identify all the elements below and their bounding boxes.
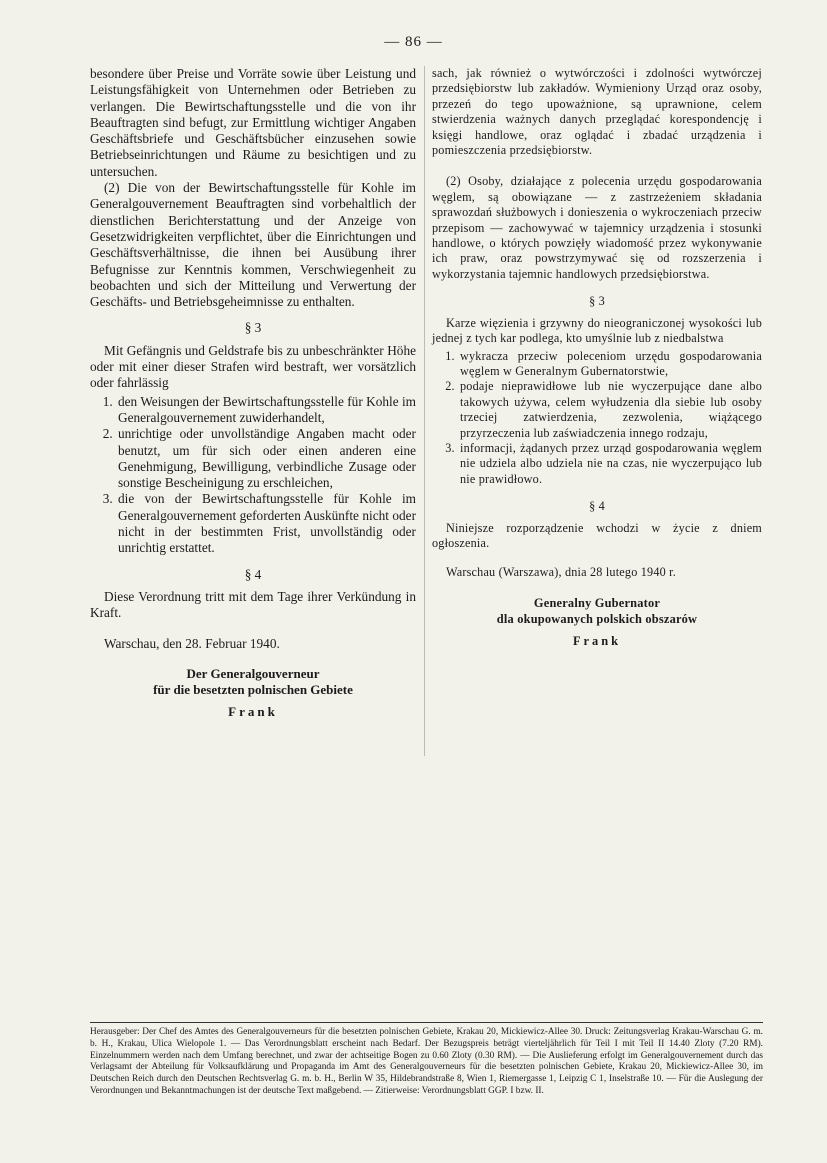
polish-list-item: 3. informacji, żądanych przez urząd gospodarowania węglem nie udziela albo udziela nie na czas, nie wyczerpująco lub nie prawidłowo. [458,441,762,487]
footer-text: Herausgeber: Der Chef des Amtes des Generalgouverneurs für die besetzten polnischen Gebiete, Krakau 20, Mickiewicz-Allee 30. Druck: Zeitungsverlag Krakau-Warschau G. m. b. H., Krakau, Ulica Wielopole 1. — Das Verordnungsblatt erscheint nach Bedarf. Der Bezugspreis beträgt vierteljährlich für Teil I mit Teil II 14.40 Zloty (7.20 RM). Einzelnummern werden nach dem Umfang berechnet, und zwar der achtseitige Bogen zu 0.60 Zloty (0.30 RM). — Die Auslieferung erfolgt im Generalgouvernement durch das Verlagsamt der Abteilung für Volksaufklärung und Propaganda im Amt des Generalgouverneurs für die besetzten polnischen Gebiete, Krakau 20, Mickiewicz-Allee 30, im Deutschen Reich durch den Deutschen Rechtsverlag G. m. b. H., Berlin W 35, Hildebrandstraße 8, Wien 1, Riemergasse 1, Leipzig C 1, Inselstraße 10. — Für die Auslegung der Verordnungen und Bekanntmachungen ist der deutsche Text maßgebend. — Zitierweise: Verordnungsblatt GGP. I bzw. II. [90,1027,763,1096]
german-section-3-list [90,394,416,557]
polish-section-3-intro: Karze więzienia i grzywny do nieograniczonej wysokości lub jednej z tych kar podlega, kto umyślnie lub z niedbalstwa [432,315,762,346]
polish-section-4-heading: § 4 [589,499,605,514]
polish-signature-title-2: dla okupowanych polskich obszarów [496,611,698,626]
german-section-3-heading: § 3 [244,320,262,336]
polish-section-3-heading: § 3 [589,294,605,309]
german-paragraph-2: (2) Die von der Bewirtschaftungsstelle für Kohle im Generalgouvernement Beauftragten sind vorbehaltlich der dienstlichen Berichterstattung und der Anzeige von Gesetzwidrigkeiten verpflichtet, über die Einrichtungen und Geschäftsverhältnisse, die ihnen bei Ausübung ihrer Befugnisse zur Kenntnis kommen, Verschwiegenheit zu beobachten und sich der Mitteilung und Verwertung der Geschäfts- und Betriebsgeheimnisse zu enthalten. [90,180,416,310]
german-place-date: Warschau, den 28. Februar 1940. [104,635,280,651]
german-column [90,66,416,721]
polish-signature-name: Frank [572,633,622,648]
polish-signature-title-1: Generalny Gubernator [533,595,661,610]
german-signature-title-2: für die besetzten polnischen Gebiete [153,682,353,698]
german-list-item: 1. den Weisungen der Bewirtschaftungsstelle für Kohle im Generalgouvernement zuwiderhandelt, [116,394,416,427]
german-section-4-text: Diese Verordnung tritt mit dem Tage ihrer Verkündung in Kraft. [90,588,416,621]
polish-paragraph-2: (2) Osoby, działające z polecenia urzędu gospodarowania węglem, są obowiązane — z zastrzeżeniem składania sprawozdań służbowych i donieszenia o wykroczeniach przeciw przepisom — zachowywać w tajemnicy urządzenia i stosunki handlowe, o których powzięły wiadomość przez wykonywanie ich praw, oraz powstrzymywać się od rozszerzenia i wykorzystania tajemnic handlowych przedsiębiorstwa. [432,174,762,281]
german-section-4-heading: § 4 [244,566,262,582]
german-paragraph-1: besondere über Preise und Vorräte sowie über Leistung und Leistungsfähigkeit von Unternehmen oder Betrieben zu verlangen. Die Bewirtschaftungsstelle und die von ihr Beauftragten sind befugt, zur Ermittlung wichtiger Angaben Geschäftsbriefe und Geschäftsbücher einzusehen sowie Betriebseinrichtungen und Räume zu besichtigen und zu untersuchen. [90,66,416,179]
german-section-3-intro: Mit Gefängnis und Geldstrafe bis zu unbeschränkter Höhe oder mit einer dieser Strafen wird bestraft, wer vorsätzlich oder fahrlässig [90,342,416,391]
publisher-footer [90,1022,763,1098]
german-list-item: 2. unrichtige oder unvollständige Angaben macht oder benutzt, um für sich oder einen anderen eine Genehmigung, Bewilligung, verbindliche Zusage oder sonstige Bescheinigung zu erschleichen, [116,426,416,491]
polish-list-item: 1. wykracza przeciw poleceniom urzędu gospodarowania węglem w Generalnym Gubernatorstwie, [458,349,762,380]
column-divider [424,66,425,756]
polish-section-4-text: Niniejsze rozporządzenie wchodzi w życie z dniem ogłoszenia. [432,520,762,550]
polish-list-item: 2. podaje nieprawidłowe lub nie wyczerpujące dane albo takowych używa, celem wyłudzenia dla siebie lub osoby trzeciej zatwierdzenia, zezwolenia, wiążącego przyrzeczenia lub zaświadczenia innego rodzaju, [458,379,762,441]
german-signature-name: Frank [228,704,278,720]
german-signature-block [90,666,416,721]
polish-signature-block [432,595,762,649]
german-list-item: 3. die von der Bewirtschaftungsstelle für Kohle im Generalgouvernement geforderten Auskünfte nicht oder nicht in der bestimmten Frist, unvollständig oder unrichtig erstattet. [116,491,416,556]
page-number: — 86 — [384,34,443,50]
polish-paragraph-1: sach, jak również o wytwórczości i zdolności wytwórczej przedsiębiorstw lub zakładów. Wymieniony Urząd oraz osoby, przezeń do tego upoważnione, są uprawnione, celem stwierdzenia ważnych danych przeglądać korespondencję i księgi handlowe, oraz oglądać i zbadać urządzenia i pomieszczenia przedsiębiorstw. [432,66,762,158]
german-signature-title-1: Der Generalgouverneur [186,665,320,681]
polish-column [432,66,762,649]
polish-section-3-list [432,349,762,488]
polish-place-date: Warschau (Warszawa), dnia 28 lutego 1940 r. [446,565,676,580]
